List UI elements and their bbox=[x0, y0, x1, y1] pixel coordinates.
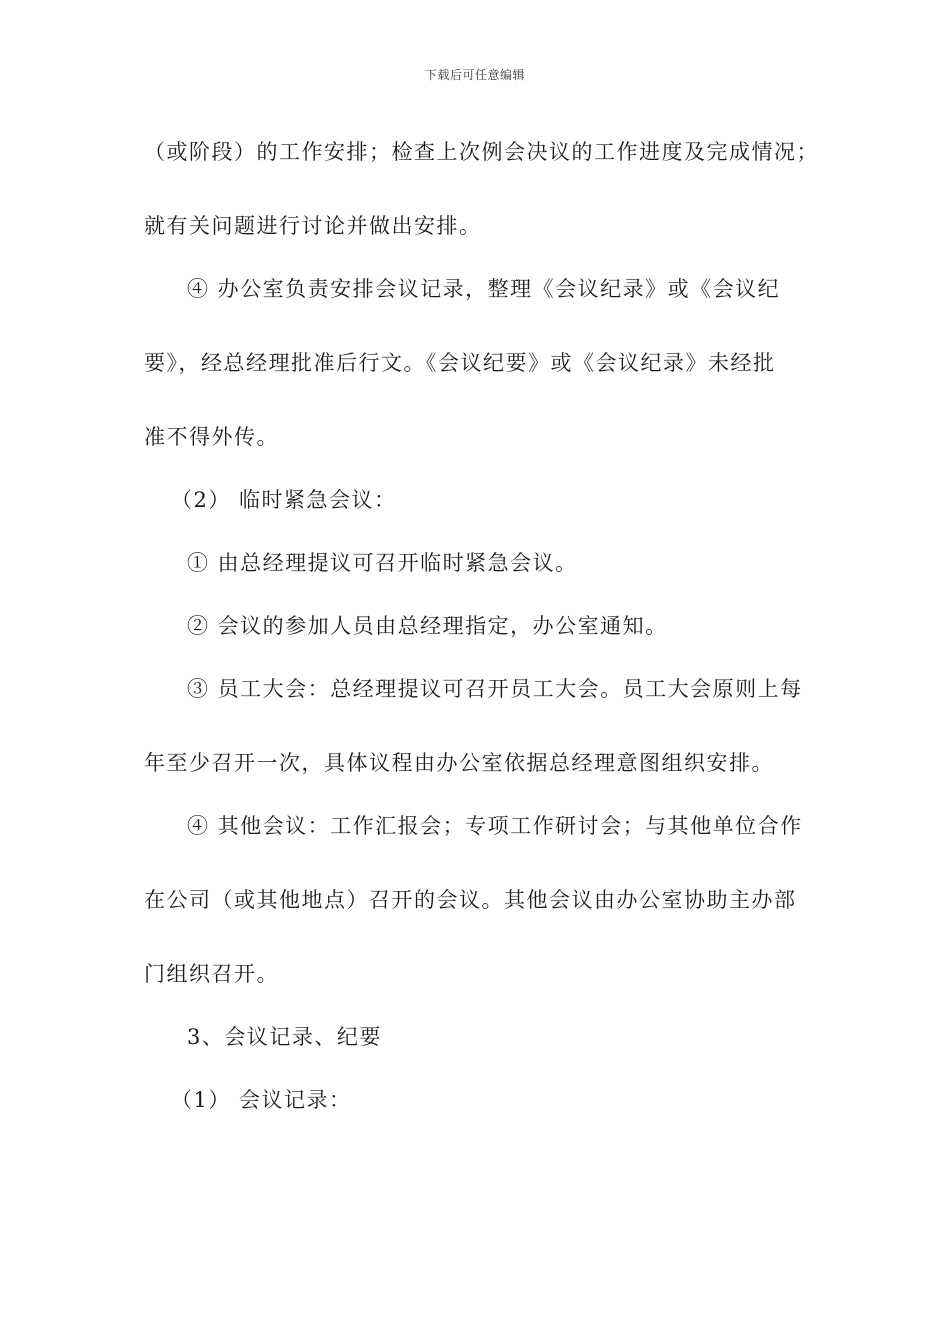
body-line: ② 会议的参加人员由总经理指定，办公室通知。 bbox=[187, 614, 668, 638]
body-line: ④ 其他会议：工作汇报会；专项工作研讨会；与其他单位合作 bbox=[187, 814, 803, 838]
body-line: 就有关问题进行讨论并做出安排。 bbox=[144, 214, 482, 238]
body-line: （2） 临时紧急会议： bbox=[171, 488, 397, 512]
body-line: 门组织召开。 bbox=[144, 962, 279, 986]
section-heading: 3、会议记录、纪要 bbox=[187, 1025, 382, 1049]
body-line: ③ 员工大会：总经理提议可召开员工大会。员工大会原则上每 bbox=[187, 677, 803, 701]
body-line: 要》，经总经理批准后行文。《会议纪要》或《会议纪录》未经批 bbox=[144, 351, 776, 375]
body-line: 准不得外传。 bbox=[144, 425, 279, 449]
body-line: ① 由总经理提议可召开临时紧急会议。 bbox=[187, 551, 578, 575]
body-line: ④ 办公室负责安排会议记录，整理《会议纪录》或《会议纪 bbox=[187, 277, 781, 301]
body-line: 年至少召开一次，具体议程由办公室依据总经理意图组织安排。 bbox=[144, 751, 774, 775]
body-line: 在公司（或其他地点）召开的会议。其他会议由办公室协助主办部 bbox=[144, 888, 797, 912]
page-header: 下载后可任意编辑 bbox=[424, 68, 525, 82]
body-line: （或阶段）的工作安排；检查上次例会决议的工作进度及完成情况； bbox=[144, 140, 819, 164]
subsection-heading: （1） 会议记录： bbox=[171, 1088, 352, 1112]
